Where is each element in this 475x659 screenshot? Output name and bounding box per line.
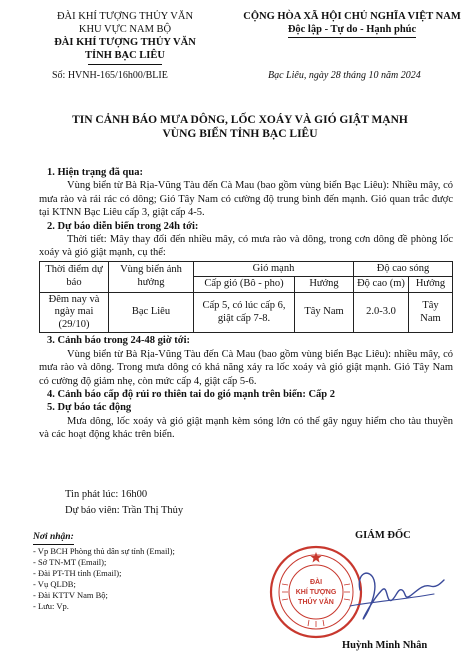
seal-line-3: THỦY VĂN bbox=[298, 599, 334, 606]
recipient-item: - Sở TN-MT (Email); bbox=[33, 557, 107, 567]
agency-line-2: KHU VỰC NAM BỘ bbox=[78, 24, 172, 35]
header-wind: Gió mạnh bbox=[194, 261, 354, 277]
country-name: CỘNG HÒA XÃ HỘI CHỦ NGHĨA VIỆT NAM bbox=[243, 11, 461, 22]
document-date: Bạc Liêu, ngày 28 tháng 10 năm 2024 bbox=[268, 70, 421, 81]
section-5-text: Mưa dông, lốc xoáy và gió giật mạnh kèm sóng lớn có thể gây nguy hiểm cho tàu thuyền và các hoạt động khác trên biển. bbox=[39, 415, 453, 441]
section-1-heading: 1. Hiện trạng đã qua: bbox=[47, 167, 143, 178]
table-row bbox=[40, 292, 453, 333]
signer-role: GIÁM ĐỐC bbox=[355, 530, 411, 541]
header-time: Thời điểm dự báo bbox=[40, 261, 109, 292]
cell-time: Đêm nay và ngày mai (29/10) bbox=[40, 292, 109, 333]
cell-wave-height: 2.0-3.0 bbox=[354, 292, 409, 333]
issue-time: Tin phát lúc: 16h00 bbox=[65, 489, 148, 500]
handwritten-signature-icon bbox=[330, 560, 450, 630]
national-motto: Độc lập - Tự do - Hạnh phúc bbox=[288, 23, 416, 38]
recipient-item: - Vp BCH Phòng thủ dân sự tỉnh (Email); bbox=[33, 546, 175, 556]
seal-line-1: ĐÀI bbox=[309, 579, 323, 586]
cell-wave-direction: Tây Nam bbox=[409, 292, 453, 333]
cell-wind-level: Cấp 5, có lúc cấp 6, giật cấp 7-8. bbox=[194, 292, 295, 333]
section-3-text: Vùng biển từ Bà Rịa-Vũng Tàu đến Cà Mau (bao gồm vùng biển Bạc Liêu): nhiều mây, có mưa rào và dông. Trong mưa dông có khả năng xảy ra lốc xoáy và gió giật mạnh. Gió Tây Nam có cường độ giảm nhẹ, còn mức cấp 4, giật cấp 5-6. bbox=[39, 348, 453, 387]
cell-area: Bạc Liêu bbox=[109, 292, 194, 333]
table-header-row bbox=[40, 261, 453, 277]
section-1-text: Vùng biển từ Bà Rịa-Vũng Tàu đến Cà Mau (bao gồm vùng biển Bạc Liêu): Nhiều mây, có mưa rào và rải rác có dông; Gió Tây Nam có cường độ trung bình đến mạnh. Gió quan trắc được tại KTNN Bạc Liêu cấp 3, giật cấp 4-5. bbox=[39, 180, 453, 219]
seal-line-2: KHÍ TƯỢNG bbox=[295, 589, 337, 596]
section-4-heading: 4. Cảnh báo cấp độ rủi ro thiên tai do gió mạnh trên biển: Cấp 2 bbox=[47, 388, 336, 400]
agency-line-3: ĐÀI KHÍ TƯỢNG THỦY VĂN bbox=[54, 37, 196, 48]
header-wave-direction: Hướng bbox=[409, 277, 453, 293]
issue-info bbox=[65, 487, 183, 519]
title-line-1: TIN CẢNH BÁO MƯA DÔNG, LỐC XOÁY VÀ GIÓ GIẬT MẠNH bbox=[72, 114, 408, 126]
header-wave: Độ cao sóng bbox=[354, 261, 453, 277]
document-title bbox=[20, 113, 460, 141]
recipient-item: - Lưu: Vp. bbox=[33, 601, 69, 611]
recipient-item: - Đài PT-TH tỉnh (Email); bbox=[33, 568, 122, 578]
section-5-heading: 5. Dự báo tác động bbox=[47, 402, 132, 414]
agency-line-1: ĐÀI KHÍ TƯỢNG THỦY VĂN bbox=[56, 11, 194, 22]
agency-underline bbox=[88, 64, 162, 65]
document-body bbox=[39, 166, 453, 442]
recipients-title: Nơi nhận: bbox=[33, 532, 74, 545]
section-2-text: Thời tiết: Mây thay đổi đến nhiều mây, có mưa rào và dông, trong cơn dông đề phòng lốc xoáy và gió giật mạnh, cụ thể: bbox=[39, 234, 453, 259]
title-line-2: VÙNG BIỂN TỈNH BẠC LIÊU bbox=[162, 128, 318, 140]
agency-line-4: TỈNH BẠC LIÊU bbox=[85, 50, 165, 61]
document-number: Số: HVNH-165/16h00/BLIE bbox=[52, 70, 168, 81]
header-wind-level: Cấp gió (Bô - pho) bbox=[194, 277, 295, 293]
forecaster: Dự báo viên: Trần Thị Thủy bbox=[65, 505, 184, 516]
recipient-item: - Vụ QLDB; bbox=[33, 579, 76, 589]
cell-wind-direction: Tây Nam bbox=[295, 292, 354, 333]
header-wind-direction: Hướng bbox=[295, 277, 354, 293]
recipients bbox=[33, 532, 175, 612]
national-header bbox=[236, 10, 468, 38]
section-2-heading: 2. Dự báo diễn biến trong 24h tới: bbox=[47, 220, 199, 232]
forecast-table bbox=[39, 261, 453, 334]
agency-header bbox=[32, 10, 218, 65]
recipient-item: - Đài KTTV Nam Bộ; bbox=[33, 590, 108, 600]
section-3-heading: 3. Cảnh báo trong 24-48 giờ tới: bbox=[47, 335, 190, 347]
signer-name: Huỳnh Minh Nhân bbox=[342, 640, 428, 651]
header-wave-height: Độ cao (m) bbox=[354, 277, 409, 293]
header-area: Vùng biển ảnh hưởng bbox=[109, 261, 194, 292]
